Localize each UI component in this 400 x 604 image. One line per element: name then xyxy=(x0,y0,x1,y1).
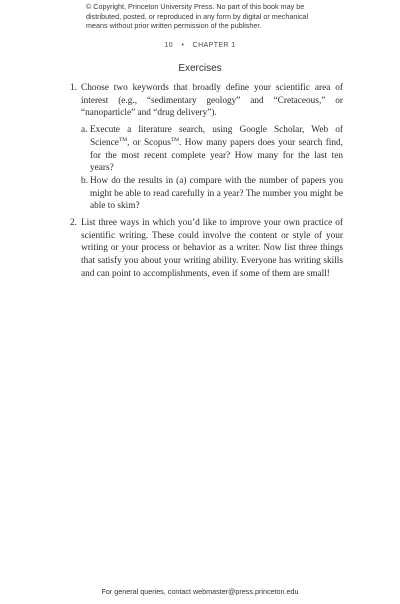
running-head xyxy=(0,42,400,49)
subitem-text-part: , or Scopus xyxy=(127,137,171,148)
exercise-list xyxy=(70,82,343,281)
chapter-label: CHAPTER 1 xyxy=(192,42,236,49)
bullet-separator: • xyxy=(181,42,185,49)
exercise-number: 2. xyxy=(70,218,77,229)
exercise-number: 1. xyxy=(70,83,77,93)
subitem-letter: a. xyxy=(81,125,88,136)
page-number: 10 xyxy=(164,42,174,49)
exercise-text: List three ways in which you’d like to improve your own practice of scientific writing. These could involve the content or style of your writing or your process or behavior as a writer. Now list three things that satisfy you about your writing ability. Everyone has writing skills and can point to accomplishments, even if some of them are small! xyxy=(81,218,343,279)
exercise-item-2 xyxy=(70,217,343,281)
copyright-line: distributed, posted, or reproduced in any form by digital or mechanical xyxy=(86,11,309,21)
subitem-text xyxy=(90,125,343,173)
subitem-text-part: Execute a literature search, using Google Scholar, Web of Science xyxy=(90,125,343,148)
trademark-mark: TM xyxy=(170,136,180,143)
exercise-item-1 xyxy=(70,82,343,120)
exercise-subitem-b xyxy=(81,175,343,213)
exercise-text: Choose two keywords that broadly define your scientific area of interest (e.g., “sedimentary geology” and “Cretaceous,” or “nanoparticle” and “drug delivery”). xyxy=(81,83,343,119)
trademark-mark: TM xyxy=(118,136,128,143)
section-title: Exercises xyxy=(178,63,222,74)
footer-contact: For general queries, contact webmaster@press.princeton.edu xyxy=(101,587,299,596)
copyright-line: © Copyright, Princeton University Press. No part of this book may be xyxy=(86,2,305,11)
copyright-notice xyxy=(86,2,326,31)
exercise-subitem-a xyxy=(81,124,343,175)
subitem-text-part: . How many papers does your search find, for the most recent complete year? How many for the last ten years? xyxy=(90,137,343,174)
copyright-line: means without prior written permission of the publisher. xyxy=(86,21,262,31)
subitem-letter: b. xyxy=(81,175,88,186)
subitem-text: How do the results in (a) compare with the number of papers you might be able to read carefully in a year? The number you might be able to skim? xyxy=(90,175,343,212)
